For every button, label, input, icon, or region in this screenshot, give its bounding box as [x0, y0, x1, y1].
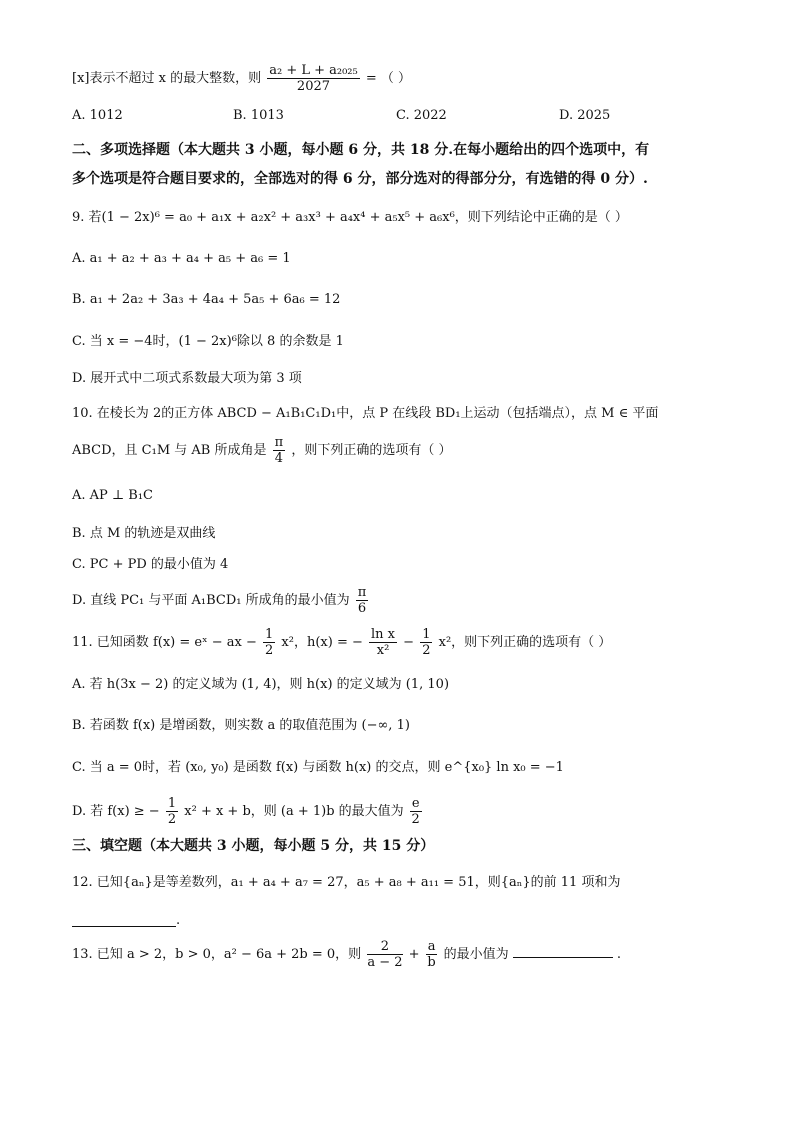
q13-answer-blank[interactable]: [513, 945, 613, 958]
q11-fraction-3-numerator: 1: [422, 627, 431, 642]
q11-option-d: [72, 795, 424, 829]
q8-fraction-denominator: 2027: [296, 79, 331, 94]
q13-fraction-1: [367, 939, 402, 970]
section-2-heading-line1: 二、多项选择题（本大题共 3 小题，每小题 6 分，共 18 分.在每小题给出的四个选项中，有: [72, 142, 650, 158]
q10-angle-fraction: [273, 435, 286, 466]
q13-fraction-1-denominator: a − 2: [367, 955, 403, 970]
q11-fraction-2-numerator: ln x: [371, 627, 396, 642]
q12-stem: 12. 已知{aₙ}是等差数列，a₁ + a₄ + a₇ = 27，a₅ + a₈ + a₁₁ = 51，则{aₙ}的前 11 项和为: [72, 875, 621, 890]
q10-angle-denominator: 4: [274, 451, 284, 466]
q10-option-d-fraction: [356, 585, 369, 616]
q11-stem-part2: x²，h(x) = −: [281, 635, 363, 650]
q13-fraction-2: [426, 939, 438, 970]
q11-option-a: A. 若 h(3x − 2) 的定义域为 (1, 4)，则 h(x) 的定义域为 (1, 10): [72, 677, 450, 692]
q10-stem-text: ABCD，且 C₁M 与 AB 所成角是: [72, 443, 267, 458]
q8-choice-c: C. 2022: [396, 108, 447, 123]
q11-fraction-1-denominator: 2: [265, 643, 274, 658]
q8-stem-text: [x]表示不超过 x 的最大整数，则: [72, 71, 262, 86]
q11-option-d-part1: D. 若 f(x) ≥ −: [72, 804, 160, 819]
q8-stem-tail: = （ ）: [365, 71, 412, 86]
q10-option-d-text: D. 直线 PC₁ 与平面 A₁BCD₁ 所成角的最小值为: [72, 593, 350, 608]
q8-choice-a: A. 1012: [72, 108, 123, 123]
q10-angle-numerator: π: [274, 435, 284, 450]
q11-option-d-fraction-2: [410, 796, 422, 827]
q11-fraction-3-denominator: 2: [422, 643, 431, 658]
q11-option-d-fraction-2-numerator: e: [411, 796, 420, 811]
q13-stem-text: 13. 已知 a > 2，b > 0，a² − 6a + 2b = 0，则: [72, 947, 362, 962]
q11-option-d-fraction-1-denominator: 2: [167, 812, 177, 827]
q10-option-d-denominator: 6: [357, 601, 367, 616]
q11-option-d-fraction-1-numerator: 1: [167, 796, 177, 811]
q11-option-d-fraction-1: [166, 796, 178, 827]
q8-choice-d: D. 2025: [559, 108, 611, 123]
q10-stem-line1: 10. 在棱长为 2的正方体 ABCD − A₁B₁C₁D₁中，点 P 在线段 BD₁上运动（包括端点），点 M ∈ 平面: [72, 406, 659, 421]
q10-stem-tail: ，则下列正确的选项有（ ）: [291, 443, 452, 458]
q11-fraction-2: [369, 627, 397, 658]
q11-fraction-1: [263, 627, 275, 658]
q11-option-d-part2: x² + x + b，则 (a + 1)b 的最大值为: [184, 804, 404, 819]
section-3-heading: 三、填空题（本大题共 3 小题，每小题 5 分，共 15 分）: [72, 838, 435, 854]
q9-option-c: C. 当 x = −4时，(1 − 2x)⁶除以 8 的余数是 1: [72, 334, 344, 349]
q8-stem: [72, 62, 411, 96]
q11-fraction-1-numerator: 1: [265, 627, 274, 642]
q9-option-d: D. 展开式中二项式系数最大项为第 3 项: [72, 371, 302, 386]
q13-period: .: [616, 947, 622, 962]
q11-stem-part4: x²，则下列正确的选项有（ ）: [438, 635, 612, 650]
q9-option-b: B. a₁ + 2a₂ + 3a₃ + 4a₄ + 5a₅ + 6a₆ = 12: [72, 292, 341, 307]
section-2-heading-line2: 多个选项是符合题目要求的，全部选对的得 6 分，部分选对的得部分分，有选错的得 0 分）.: [72, 171, 648, 187]
q11-stem: [72, 626, 611, 660]
q13-stem: [72, 937, 621, 973]
q13-fraction-1-numerator: 2: [367, 939, 402, 955]
q8-fraction-numerator: a₂ + L + a₂₀₂₅: [269, 63, 358, 78]
q13-plus: +: [408, 947, 420, 962]
q11-fraction-2-denominator: x²: [376, 643, 390, 658]
q12-period: .: [176, 913, 181, 928]
q11-option-b: B. 若函数 f(x) 是增函数，则实数 a 的取值范围为 (−∞, 1): [72, 718, 410, 733]
q10-option-d-numerator: π: [357, 585, 367, 600]
q10-option-c: C. PC + PD 的最小值为 4: [72, 557, 229, 572]
q13-fraction-2-numerator: a: [427, 939, 436, 954]
q10-stem-line2: [72, 434, 451, 468]
q10-option-a: A. AP ⊥ B₁C: [72, 488, 153, 503]
q11-stem-part1: 11. 已知函数 f(x) = eˣ − ax −: [72, 635, 257, 650]
q9-stem: 9. 若(1 − 2x)⁶ = a₀ + a₁x + a₂x² + a₃x³ + a₄x⁴ + a₅x⁵ + a₆x⁶，则下列结论中正确的是（ ）: [72, 210, 628, 225]
q8-fraction: [267, 63, 360, 94]
q13-stem-tail: 的最小值为: [443, 947, 509, 962]
q11-stem-part3: −: [403, 635, 415, 650]
q13-fraction-2-denominator: b: [427, 955, 436, 970]
q8-choice-b: B. 1013: [233, 108, 284, 123]
q11-fraction-3: [420, 627, 432, 658]
q10-option-d: [72, 584, 370, 618]
q11-option-c: C. 当 a = 0时，若 (x₀, y₀) 是函数 f(x) 与函数 h(x) 的交点，则 e^{x₀} ln x₀ = −1: [72, 760, 564, 775]
q11-option-d-fraction-2-denominator: 2: [411, 812, 420, 827]
q10-option-b: B. 点 M 的轨迹是双曲线: [72, 526, 216, 541]
q12-answer-blank[interactable]: [72, 918, 176, 927]
q9-option-a: A. a₁ + a₂ + a₃ + a₄ + a₅ + a₆ = 1: [72, 251, 291, 266]
